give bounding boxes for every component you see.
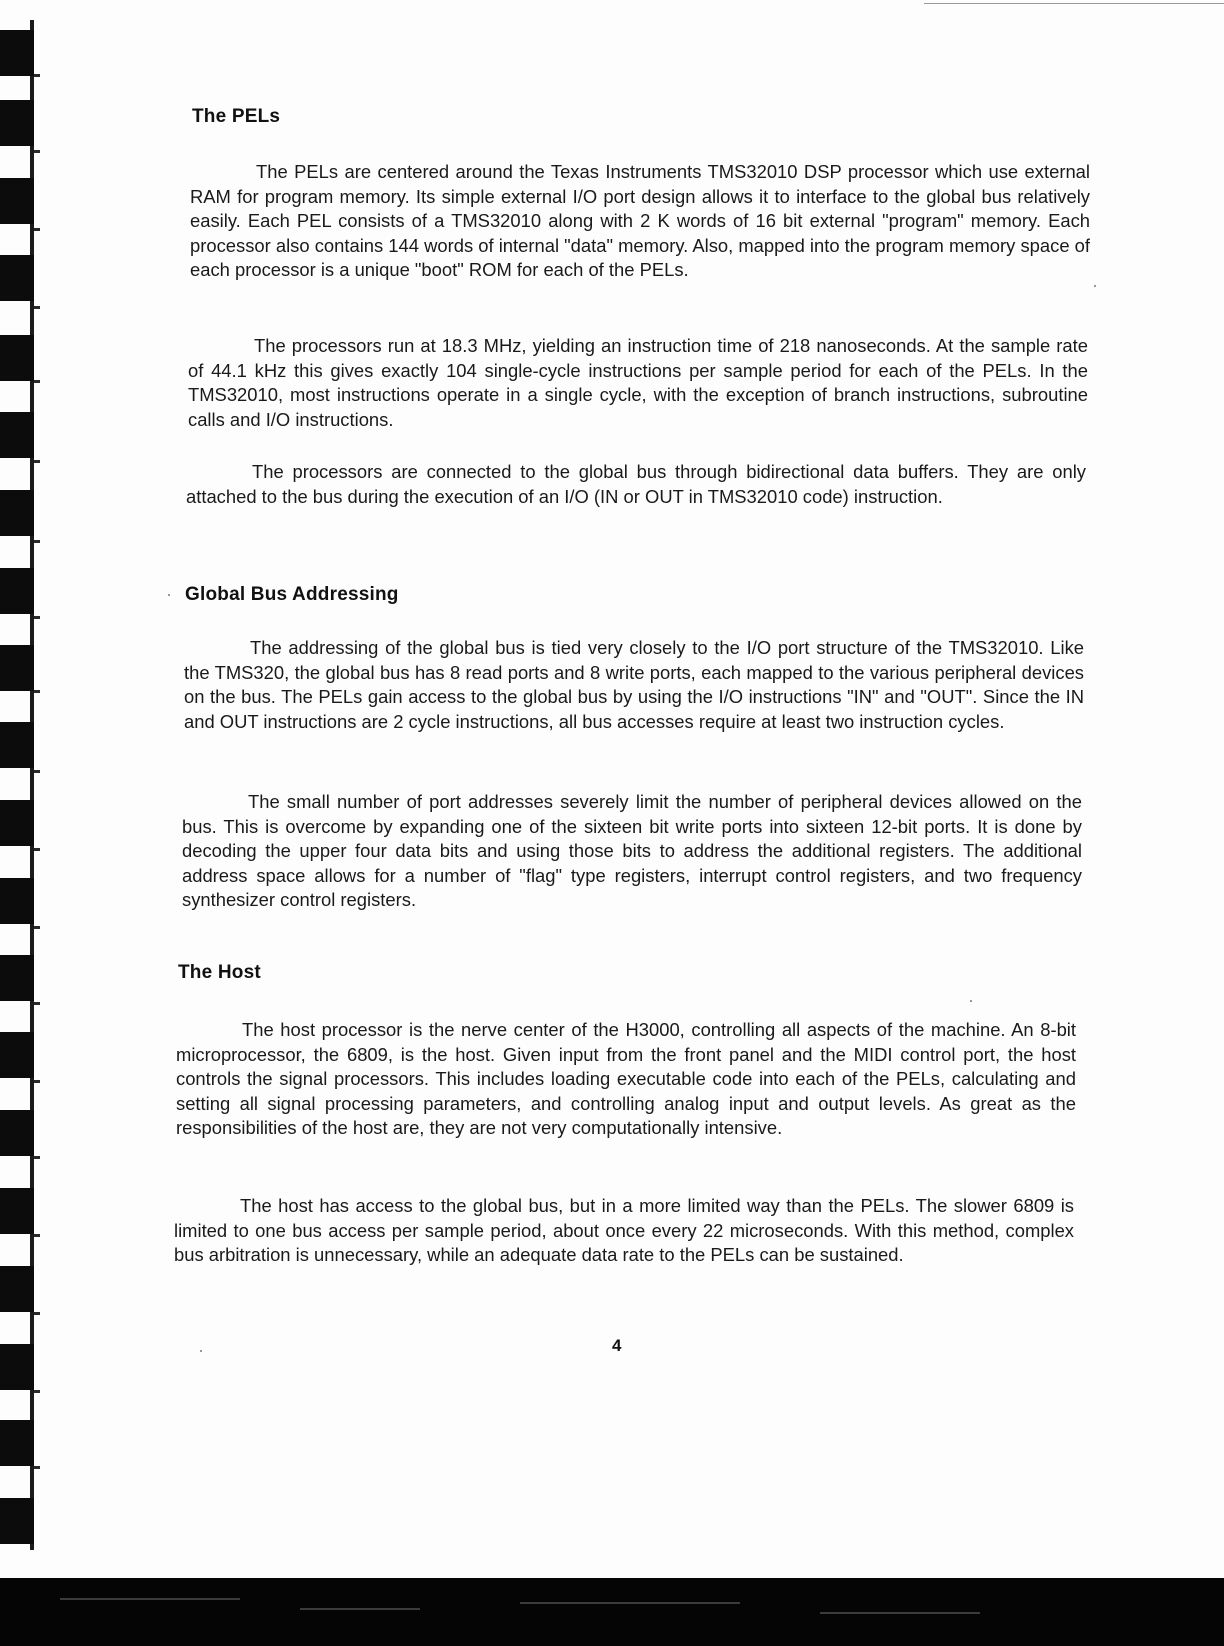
binding-notch (34, 74, 40, 77)
binding-tab (0, 255, 34, 301)
binding-notch (34, 460, 40, 463)
scan-speck (820, 1612, 980, 1614)
binding-tab (0, 490, 34, 536)
binding-notch (34, 1002, 40, 1005)
paragraph-text: The host processor is the nerve center of the H3000, controlling all aspects of the machine. An 8-bit microprocessor, the 6809, is the host. Given input from the front panel and the MIDI control port, the host controls the signal processors. This includes loading executable code into each of the PELs, calculating and setting all signal processing parameters, and controlling analog input and output levels. As great as the responsibilities of the host are, they are not very computationally intensive. (176, 1019, 1076, 1138)
binding-notch (34, 1080, 40, 1083)
page-number: 4 (612, 1336, 622, 1355)
binding-rail (30, 20, 34, 1550)
scan-speck (970, 1000, 972, 1002)
binding-tab (0, 645, 34, 691)
binding-tab (0, 1498, 34, 1544)
binding-tab (0, 878, 34, 924)
paragraph (184, 636, 1084, 734)
section-heading: Global Bus Addressing (185, 584, 399, 605)
binding-tab (0, 412, 34, 458)
binding-tab (0, 30, 34, 76)
binding-tab (0, 722, 34, 768)
binding-notch (34, 150, 40, 153)
section-pels (192, 106, 1092, 128)
binding-tab (0, 955, 34, 1001)
paragraph (186, 460, 1086, 509)
binding-notch (34, 306, 40, 309)
binding-notch (34, 770, 40, 773)
binding-notch (34, 1466, 40, 1469)
paragraph (176, 1018, 1076, 1141)
binding-tab (0, 1032, 34, 1078)
paragraph-text: The small number of port addresses severely limit the number of peripheral devices allowed on the bus. This is overcome by expanding one of the sixteen bit write ports into sixteen 12-bit ports. It is done by decoding the upper four data bits and using those bits to address the additional registers. The additional address space allows for a number of "flag" type registers, interrupt control registers, and two frequency synthesizer control registers. (182, 791, 1082, 910)
paragraph (188, 334, 1088, 432)
binding-notch (34, 1156, 40, 1159)
paragraph (182, 790, 1082, 913)
scan-speck (168, 594, 170, 596)
paragraph-text: The processors are connected to the global bus through bidirectional data buffers. They are only attached to the bus during the execution of an I/O (IN or OUT in TMS32010 code) instruction. (186, 461, 1086, 507)
binding-notch (34, 540, 40, 543)
binding-tab (0, 335, 34, 381)
binding-tab (0, 100, 34, 146)
section-global-bus-addressing (185, 584, 1085, 606)
binding-notch (34, 926, 40, 929)
paragraph (174, 1194, 1074, 1268)
binding-notch (34, 1234, 40, 1237)
binding-notch (34, 690, 40, 693)
binding-tab (0, 568, 34, 614)
binding-tab (0, 1110, 34, 1156)
binding-notch (34, 848, 40, 851)
scan-bottom-edge (0, 1578, 1224, 1646)
scan-speck (60, 1598, 240, 1600)
paragraph-text: The PELs are centered around the Texas Instruments TMS32010 DSP processor which use external RAM for program memory. Its simple external I/O port design allows it to interface to the global bus relatively easily. Each PEL consists of a TMS32010 along with 2 K words of 16 bit external "program" memory. Each processor also contains 144 words of internal "data" memory. Also, mapped into the program memory space of each processor is a unique "boot" ROM for each of the PELs. (190, 161, 1090, 280)
binding-tab (0, 1266, 34, 1312)
binding-strip (0, 0, 40, 1575)
paragraph (190, 160, 1090, 283)
scan-speck (300, 1608, 420, 1610)
scan-speck (520, 1602, 740, 1604)
scan-edge-line (924, 3, 1224, 4)
paragraph-text: The host has access to the global bus, but in a more limited way than the PELs. The slower 6809 is limited to one bus access per sample period, about once every 22 microseconds. With this method, complex bus arbitration is unnecessary, while an adequate data rate to the PELs can be sustained. (174, 1195, 1074, 1265)
scan-speck (200, 1350, 202, 1352)
section-the-host (178, 962, 1078, 984)
paragraph-text: The addressing of the global bus is tied very closely to the I/O port structure of the TMS32010. Like the TMS320, the global bus has 8 read ports and 8 write ports, each mapped to the various peripheral devices on the bus. The PELs gain access to the global bus by using the I/O instructions "IN" and "OUT". Since the IN and OUT instructions are 2 cycle instructions, all bus accesses require at least two instruction cycles. (184, 637, 1084, 732)
binding-notch (34, 1312, 40, 1315)
section-heading: The Host (178, 962, 261, 983)
binding-tab (0, 178, 34, 224)
binding-tab (0, 1188, 34, 1234)
section-heading: The PELs (192, 106, 281, 127)
scan-speck (1094, 285, 1096, 287)
paragraph-text: The processors run at 18.3 MHz, yielding an instruction time of 218 nanoseconds. At the sample rate of 44.1 kHz this gives exactly 104 single-cycle instructions per sample period for each of the PELs. In the TMS32010, most instructions operate in a single cycle, with the exception of branch instructions, subroutine calls and I/O instructions. (188, 335, 1088, 430)
binding-tab (0, 1344, 34, 1390)
binding-notch (34, 380, 40, 383)
binding-tab (0, 800, 34, 846)
binding-tab (0, 1420, 34, 1466)
binding-notch (34, 616, 40, 619)
binding-notch (34, 1390, 40, 1393)
binding-notch (34, 228, 40, 231)
